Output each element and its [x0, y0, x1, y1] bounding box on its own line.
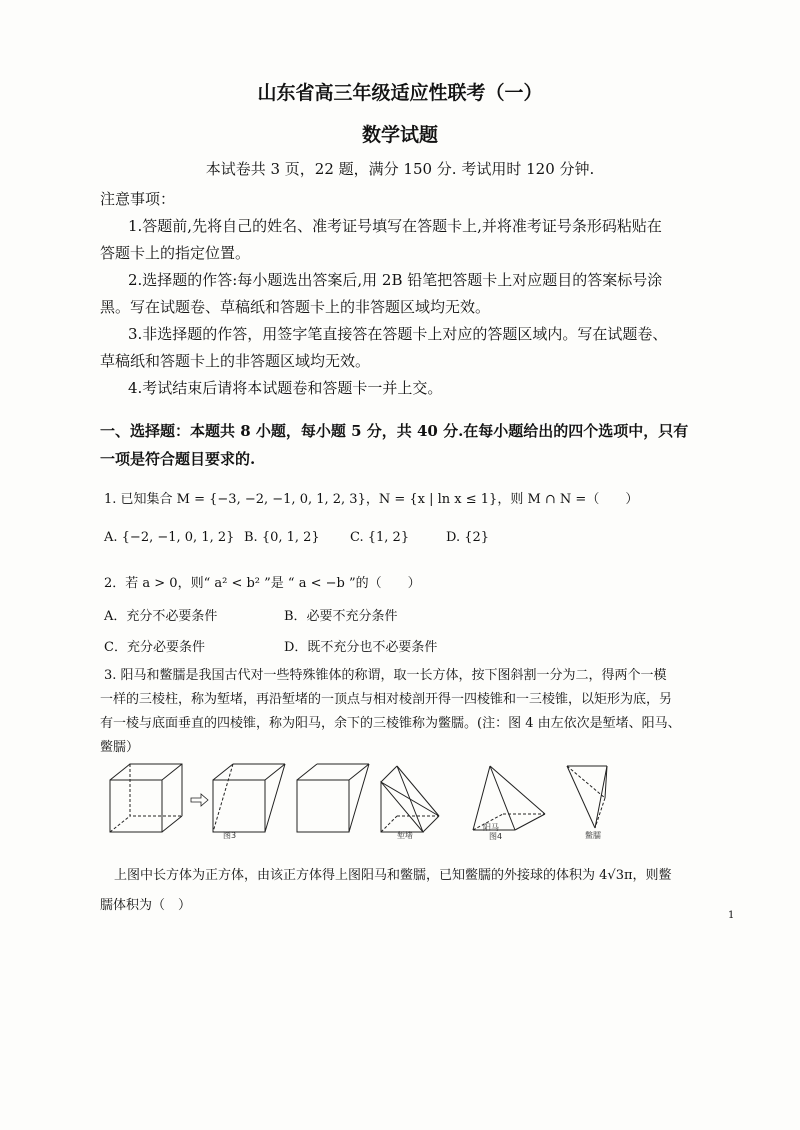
note-3b: 草稿纸和答题卡上的非答题区域均无效。 — [100, 352, 371, 370]
q1-option-c: C. {1, 2} — [350, 530, 410, 545]
question-3-prompt-1: 上图中长方体为正方体，由该正方体得上图阳马和鳖臑，已知鳖臑的外接球的体积为 4√3π，则鳖 — [114, 868, 672, 883]
section-heading-b: 一项是符合题目要求的. — [100, 450, 256, 468]
note-1b: 答题卡上的指定位置。 — [100, 244, 251, 262]
prism-figure-2 — [297, 764, 369, 832]
exam-info: 本试卷共 3 页，22 题，满分 150 分. 考试用时 120 分钟. — [205, 160, 595, 178]
q1-option-d: D. {2} — [446, 530, 490, 545]
q1-option-a: A. {−2, −1, 0, 1, 2} — [104, 530, 235, 545]
bienao-figure — [567, 766, 607, 828]
q2-option-d: D．既不充分也不必要条件 — [284, 640, 438, 655]
question-3-line-3: 有一棱与底面垂直的四棱锥，称为阳马，余下的三棱锥称为鳖臑。(注：图 4 由左依次是堑堵、阳马、 — [100, 716, 681, 731]
qiandu-figure — [381, 766, 439, 832]
note-2a: 2.选择题的作答:每小题选出答案后,用 2B 铅笔把答题卡上对应题目的答案标号涂 — [128, 271, 663, 289]
yangma-label: 阳马 — [483, 823, 499, 832]
question-1-stem: 1. 已知集合 M = {−3, −2, −1, 0, 1, 2, 3}，N = {x | ln x ≤ 1}，则 M ∩ N =（ ） — [104, 492, 639, 507]
figure-3-caption: 图3 — [223, 831, 237, 840]
yangma-figure — [473, 766, 545, 830]
question-2-stem: 2．若 a > 0，则“ a² < b² ”是 “ a < −b ”的（ ） — [104, 576, 421, 591]
question-3-line-4: 鳖臑） — [100, 740, 140, 755]
solid-figures — [105, 758, 615, 840]
exam-subtitle: 数学试题 — [361, 124, 438, 146]
question-3-prompt-2: 臑体积为（ ） — [100, 898, 192, 913]
arrow-right-icon — [191, 794, 208, 806]
note-1a: 1.答题前,先将自己的姓名、准考证号填写在答题卡上,并将准考证号条形码粘贴在 — [128, 217, 662, 235]
question-3-line-2: 一样的三棱柱，称为堑堵，再沿堑堵的一顶点与相对棱剖开得一四棱锥和一三棱锥，以矩形为底，另 — [100, 692, 673, 707]
question-3-line-1: 3. 阳马和鳖臑是我国古代对一些特殊锥体的称谓，取一长方体，按下图斜割一分为二，得两个一模 — [104, 668, 667, 683]
q2-option-b: B．必要不充分条件 — [284, 609, 398, 624]
qiandu-label: 堑堵 — [397, 831, 413, 840]
note-3a: 3.非选择题的作答，用签字笔直接答在答题卡上对应的答题区域内。写在试题卷、 — [128, 325, 668, 343]
margin-mark: 1 — [728, 910, 735, 921]
q2-option-a: A．充分不必要条件 — [104, 609, 218, 624]
q2-option-c: C．充分必要条件 — [104, 640, 205, 655]
section-heading-a: 一、选择题：本题共 8 小题，每小题 5 分，共 40 分.在每小题给出的四个选项中，只有 — [100, 422, 689, 440]
note-4: 4.考试结束后请将本试题卷和答题卡一并上交。 — [128, 379, 443, 397]
cube-figure — [110, 764, 182, 832]
figure-4-caption: 图4 — [489, 832, 503, 840]
note-2b: 黑。写在试题卷、草稿纸和答题卡上的非答题区域均无效。 — [100, 298, 491, 316]
q1-option-b: B. {0, 1, 2} — [244, 530, 320, 545]
bienao-label: 鳖臑 — [585, 831, 601, 840]
exam-title: 山东省高三年级适应性联考（一） — [257, 82, 543, 104]
notes-heading: 注意事项： — [100, 190, 176, 208]
prism-figure — [213, 764, 285, 832]
